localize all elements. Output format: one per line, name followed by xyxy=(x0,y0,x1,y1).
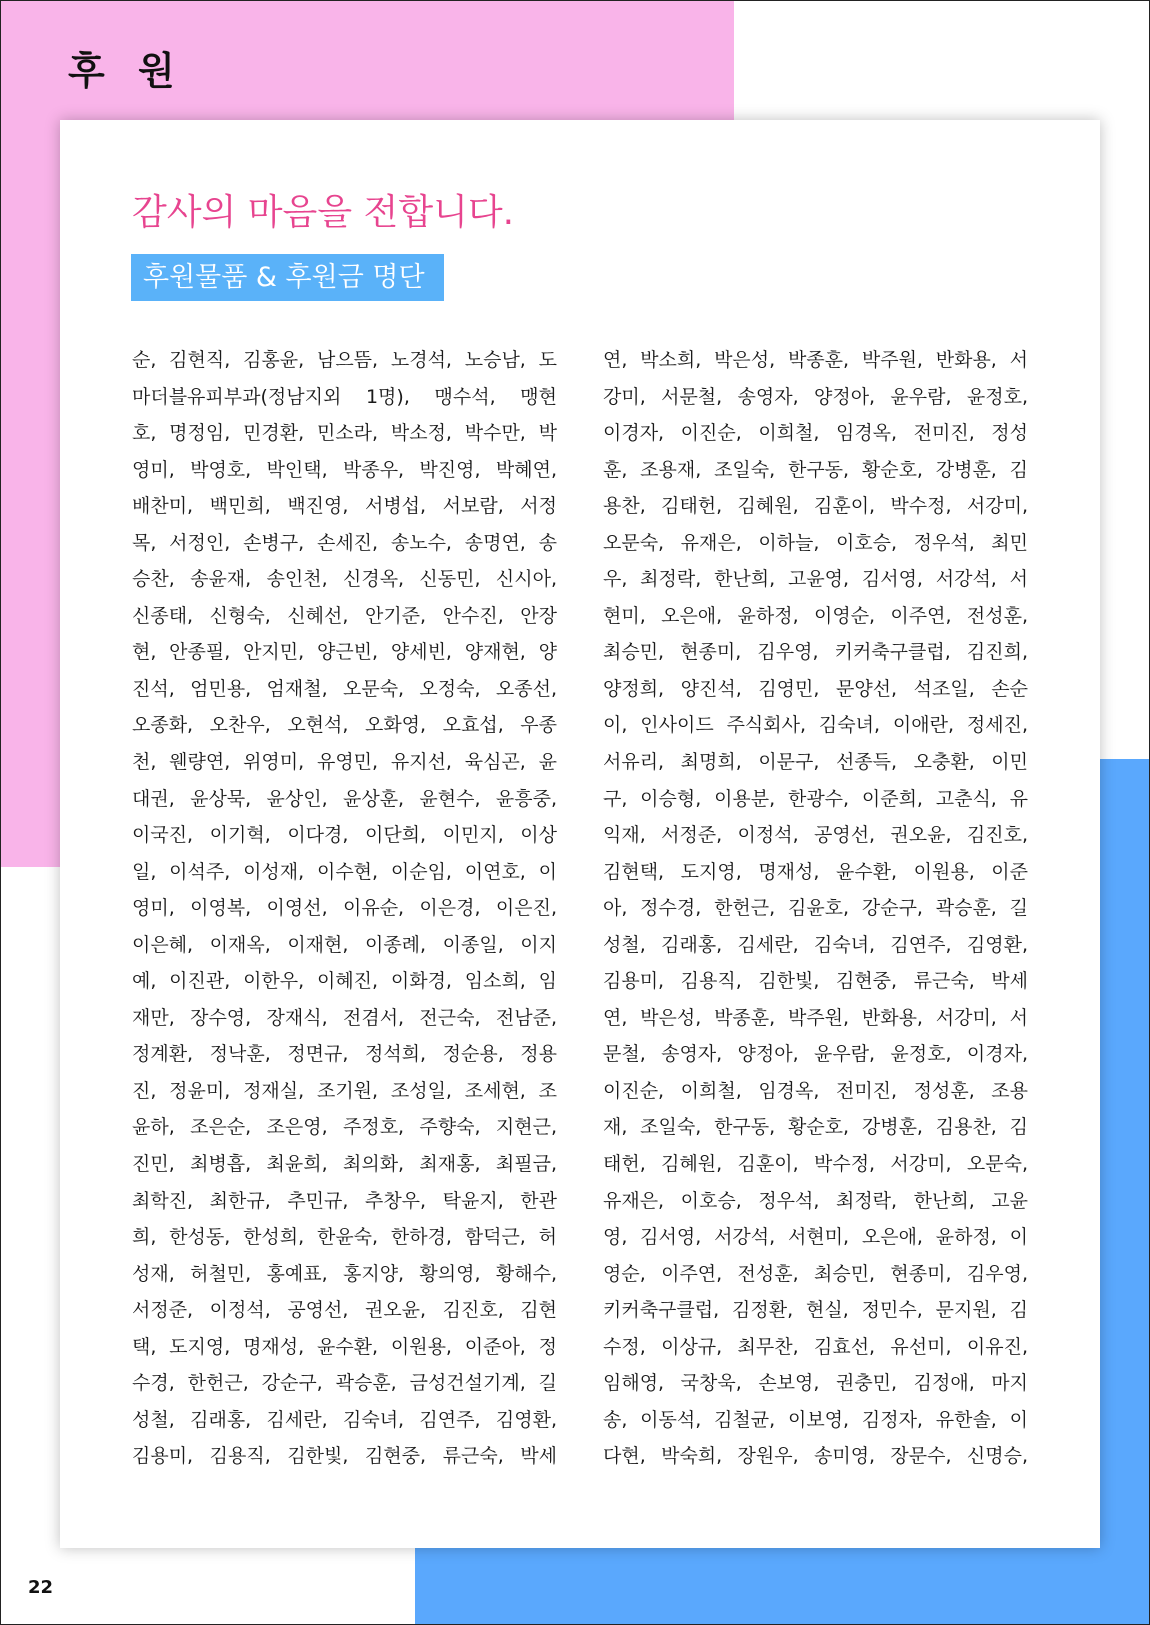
donor-line: 아, 정수경, 한헌근, 김윤호, 강순구, 곽승훈, 길 xyxy=(603,897,1028,920)
donor-line: 성재, 허철민, 홍예표, 홍지양, 황의영, 황해수, xyxy=(132,1262,557,1285)
donor-line: 이국진, 이기혁, 이다경, 이단희, 이민지, 이상 xyxy=(132,824,557,847)
donor-line: 서유리, 최명희, 이문구, 선종득, 오충환, 이민 xyxy=(603,751,1028,774)
list-tag: 후원물품 & 후원금 명단 xyxy=(131,254,444,301)
donor-line: 이경자, 이진순, 이희철, 임경옥, 전미진, 정성 xyxy=(603,422,1028,445)
donor-list-right xyxy=(603,342,1028,1475)
donor-line: 서정준, 이정석, 공영선, 권오윤, 김진호, 김현 xyxy=(132,1299,557,1322)
donor-line: 강미, 서문철, 송영자, 양정아, 윤우람, 윤정호, xyxy=(603,385,1028,408)
donor-line: 배찬미, 백민희, 백진영, 서병섭, 서보람, 서정 xyxy=(132,495,557,518)
donor-line: 천, 웬량연, 위영미, 유영민, 유지선, 육심곤, 윤 xyxy=(132,751,557,774)
donor-line: 목, 서정인, 손병구, 손세진, 송노수, 송명연, 송 xyxy=(132,531,557,554)
donor-line: 오종화, 오찬우, 오현석, 오화영, 오효섭, 우종 xyxy=(132,714,557,737)
donor-line: 윤하, 조은순, 조은영, 주정호, 주향숙, 지현근, xyxy=(132,1116,557,1139)
donor-line: 이, 인사이드 주식회사, 김숙녀, 이애란, 정세진, xyxy=(603,714,1028,737)
donor-line: 송, 이동석, 김철균, 이보영, 김정자, 유한솔, 이 xyxy=(603,1408,1028,1431)
donor-line: 최학진, 최한규, 추민규, 추창우, 탁윤지, 한관 xyxy=(132,1189,557,1212)
section-title: 후 원 xyxy=(68,49,185,93)
donor-line: 다현, 박숙희, 장원우, 송미영, 장문수, 신명승, xyxy=(603,1445,1028,1468)
content-card xyxy=(60,120,1100,1548)
donor-line: 정계환, 정낙훈, 정면규, 정석희, 정순용, 정용 xyxy=(132,1043,557,1066)
donor-line: 키커축구클럽, 김정환, 현실, 정민수, 문지원, 김 xyxy=(603,1299,1028,1322)
donor-line: 예, 이진관, 이한우, 이혜진, 이화경, 임소희, 임 xyxy=(132,970,557,993)
donor-line: 수경, 한헌근, 강순구, 곽승훈, 금성건설기계, 길 xyxy=(132,1372,557,1395)
donor-line: 진, 정윤미, 정재실, 조기원, 조성일, 조세현, 조 xyxy=(132,1079,557,1102)
donor-line: 성철, 김래홍, 김세란, 김숙녀, 김연주, 김영환, xyxy=(132,1408,557,1431)
donor-line: 최승민, 현종미, 김우영, 키커축구클럽, 김진희, xyxy=(603,641,1028,664)
donor-line: 영순, 이주연, 전성훈, 최승민, 현종미, 김우영, xyxy=(603,1262,1028,1285)
donor-line: 재, 조일숙, 한구동, 황순호, 강병훈, 김용찬, 김 xyxy=(603,1116,1028,1139)
donor-line: 임해영, 국창욱, 손보영, 권충민, 김정애, 마지 xyxy=(603,1372,1028,1395)
page-number: 22 xyxy=(28,1577,54,1598)
headline: 감사의 마음을 전합니다. xyxy=(132,192,515,233)
donor-line: 우, 최정락, 한난희, 고윤영, 김서영, 서강석, 서 xyxy=(603,568,1028,591)
donor-line: 익재, 서정준, 이정석, 공영선, 권오윤, 김진호, xyxy=(603,824,1028,847)
donor-line: 훈, 조용재, 조일숙, 한구동, 황순호, 강병훈, 김 xyxy=(603,458,1028,481)
donor-line: 유재은, 이호승, 정우석, 최정락, 한난희, 고윤 xyxy=(603,1189,1028,1212)
donor-line: 이진순, 이희철, 임경옥, 전미진, 정성훈, 조용 xyxy=(603,1079,1028,1102)
donor-line: 영미, 박영호, 박인택, 박종우, 박진영, 박혜연, xyxy=(132,458,557,481)
donor-list-left xyxy=(132,342,557,1475)
donor-line: 문철, 송영자, 양정아, 윤우람, 윤정호, 이경자, xyxy=(603,1043,1028,1066)
donor-line: 진민, 최병흡, 최윤희, 최의화, 최재홍, 최필금, xyxy=(132,1153,557,1176)
donor-line: 영, 김서영, 서강석, 서현미, 오은애, 윤하정, 이 xyxy=(603,1226,1028,1249)
donor-line: 연, 박소희, 박은성, 박종훈, 박주원, 반화용, 서 xyxy=(603,349,1028,371)
donor-line: 수정, 이상규, 최무찬, 김효선, 유선미, 이유진, xyxy=(603,1335,1028,1358)
donor-line: 오문숙, 유재은, 이하늘, 이호승, 정우석, 최민 xyxy=(603,531,1028,554)
donor-line: 김용미, 김용직, 김한빛, 김현중, 류근숙, 박세 xyxy=(603,970,1028,993)
donor-line: 구, 이승형, 이용분, 한광수, 이준희, 고춘식, 유 xyxy=(603,787,1028,810)
donor-line: 승찬, 송윤재, 송인천, 신경옥, 신동민, 신시아, xyxy=(132,568,557,591)
donor-line: 현미, 오은애, 윤하정, 이영순, 이주연, 전성훈, xyxy=(603,604,1028,627)
donor-line: 용찬, 김태헌, 김혜원, 김훈이, 박수정, 서강미, xyxy=(603,495,1028,518)
donor-line: 성철, 김래홍, 김세란, 김숙녀, 김연주, 김영환, xyxy=(603,933,1028,956)
donor-line: 연, 박은성, 박종훈, 박주원, 반화용, 서강미, 서 xyxy=(603,1006,1028,1029)
donor-line: 김현택, 도지영, 명재성, 윤수환, 이원용, 이준 xyxy=(603,860,1028,883)
donor-line: 희, 한성동, 한성희, 한윤숙, 한하경, 함덕근, 허 xyxy=(132,1226,557,1249)
donor-line: 이은혜, 이재옥, 이재현, 이종례, 이종일, 이지 xyxy=(132,933,557,956)
donor-line: 진석, 엄민용, 엄재철, 오문숙, 오정숙, 오종선, xyxy=(132,677,557,700)
donor-line: 영미, 이영복, 이영선, 이유순, 이은경, 이은진, xyxy=(132,897,557,920)
donor-line: 재만, 장수영, 장재식, 전겸서, 전근숙, 전남준, xyxy=(132,1006,557,1029)
donor-line: 마더블유피부과(정남지외 1명), 맹수석, 맹현 xyxy=(132,385,557,408)
donor-line: 김용미, 김용직, 김한빛, 김현중, 류근숙, 박세 xyxy=(132,1445,557,1468)
donor-line: 신종태, 신형숙, 신혜선, 안기준, 안수진, 안장 xyxy=(132,604,557,627)
donor-line: 순, 김현직, 김홍윤, 남으뜸, 노경석, 노승남, 도 xyxy=(132,349,557,371)
donor-line: 일, 이석주, 이성재, 이수현, 이순임, 이연호, 이 xyxy=(132,860,557,883)
donor-line: 호, 명정임, 민경환, 민소라, 박소정, 박수만, 박 xyxy=(132,422,557,445)
donor-line: 양정희, 양진석, 김영민, 문양선, 석조일, 손순 xyxy=(603,677,1028,700)
donor-line: 대권, 윤상묵, 윤상인, 윤상훈, 윤현수, 윤흥중, xyxy=(132,787,557,810)
donor-line: 택, 도지영, 명재성, 윤수환, 이원용, 이준아, 정 xyxy=(132,1335,557,1358)
donor-line: 태헌, 김혜원, 김훈이, 박수정, 서강미, 오문숙, xyxy=(603,1153,1028,1176)
donor-line: 현, 안종필, 안지민, 양근빈, 양세빈, 양재현, 양 xyxy=(132,641,557,664)
